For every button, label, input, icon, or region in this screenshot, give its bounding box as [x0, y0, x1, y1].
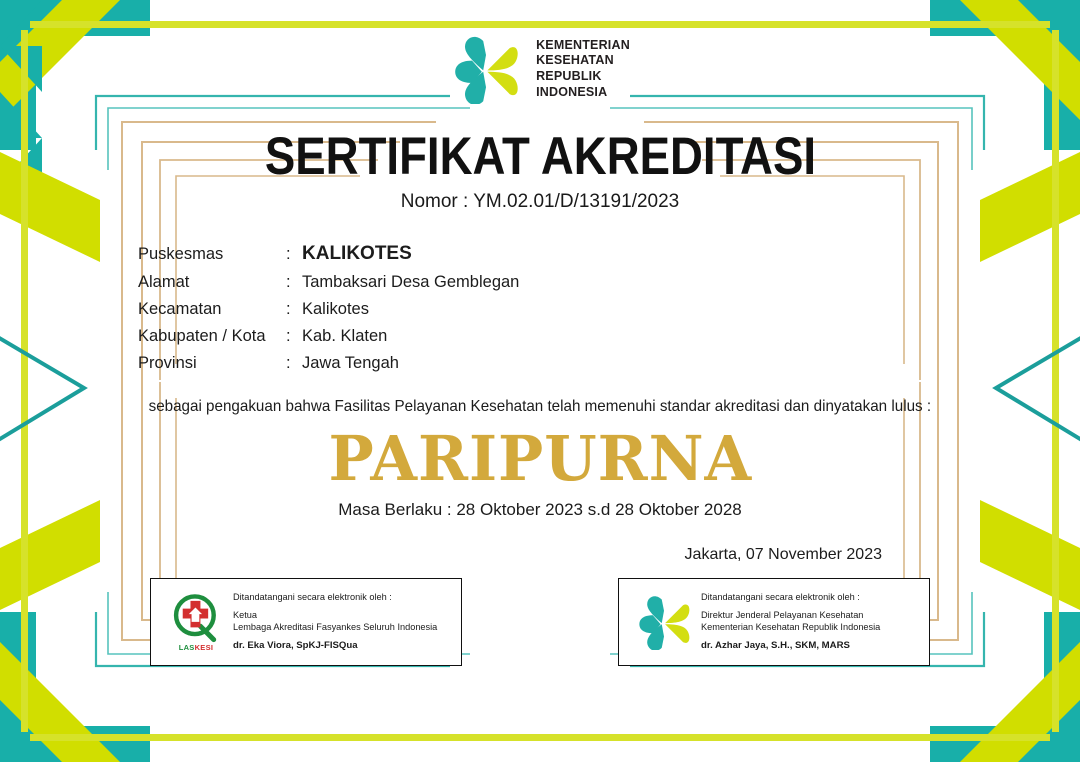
- laskesi-caption-b: KESI: [194, 643, 214, 652]
- field-value: Jawa Tengah: [302, 354, 399, 372]
- kemenkes-logo: [450, 34, 522, 104]
- place-and-date: Jakarta, 07 November 2023: [684, 546, 882, 563]
- side-wedge-left-top: [0, 152, 100, 262]
- signature-role-line-2: Lembaga Akreditasi Fasyankes Seluruh Indonesia: [233, 622, 438, 633]
- signature-role-line-2: Kementerian Kesehatan Republik Indonesia: [701, 622, 881, 633]
- field-colon: :: [286, 354, 291, 372]
- laskesi-caption-a: LAS: [178, 643, 195, 652]
- laskesi-logo: [168, 592, 224, 644]
- field-value: Tambaksari Desa Gemblegan: [302, 273, 520, 291]
- field-value: Kalikotes: [302, 300, 369, 318]
- side-wedge-left-bottom: [0, 500, 100, 610]
- field-row-alamat: [138, 273, 519, 292]
- field-label: Kecamatan: [138, 300, 222, 318]
- signature-row: [120, 578, 960, 666]
- field-row-provinsi: [138, 354, 519, 373]
- field-colon: :: [286, 300, 291, 318]
- field-label: Puskesmas: [138, 245, 224, 263]
- field-value: Kab. Klaten: [302, 327, 388, 345]
- ministry-line-1: KEMENTERIAN: [536, 37, 630, 52]
- wedge-bottom-left: [0, 642, 120, 762]
- border-bar-left: [21, 30, 28, 732]
- signature-logo-right: [627, 594, 701, 650]
- signature-header: Ditandatangani secara elektronik oleh :: [233, 591, 392, 602]
- signature-box-kemenkes: [618, 578, 930, 666]
- signature-name: dr. Azhar Jaya, S.H., SKM, MARS: [701, 640, 850, 652]
- laskesi-caption: [168, 643, 224, 652]
- field-row-kabupaten-kota: [138, 327, 519, 346]
- certificate-content: [120, 26, 960, 732]
- side-wedge-right-bottom: [980, 500, 1080, 610]
- validity-period: Masa Berlaku : 28 Oktober 2023 s.d 28 Oktober 2028: [338, 500, 742, 519]
- field-value: KALIKOTES: [302, 243, 412, 264]
- ministry-line-2: KESEHATAN: [536, 53, 614, 68]
- accreditation-grade: PARIPURNA: [328, 422, 752, 495]
- signature-text-right: [701, 591, 880, 653]
- field-row-kecamatan: [138, 300, 519, 319]
- border-bar-bottom: [30, 734, 1050, 741]
- signature-text-left: [233, 591, 437, 653]
- border-bar-right: [1052, 30, 1059, 732]
- field-label: Provinsi: [138, 354, 197, 372]
- chevron-left-icon: [0, 310, 102, 470]
- ministry-line-3: REPUBLIK: [536, 69, 602, 83]
- field-label: Alamat: [138, 273, 190, 291]
- wedge-top-left: [0, 0, 120, 120]
- side-wedge-right-top: [980, 152, 1080, 262]
- signature-role-line-1: Direktur Jenderal Pelayanan Kesehatan: [701, 610, 864, 621]
- field-colon: :: [286, 245, 291, 263]
- wedge-bottom-right: [960, 642, 1080, 762]
- field-label: Kabupaten / Kota: [138, 327, 266, 345]
- certificate-title: SERTIFIKAT AKREDITASI: [264, 127, 816, 186]
- kemenkes-logo: [636, 594, 692, 650]
- chevron-right-icon: [978, 310, 1080, 470]
- ministry-name: [536, 38, 630, 101]
- field-colon: :: [286, 273, 291, 291]
- signature-role-line-1: Ketua: [233, 610, 258, 621]
- signature-name: dr. Eka Viora, SpKJ-FISQua: [233, 640, 358, 652]
- edge-notch-left-top: [0, 0, 42, 46]
- edge-notch-left-bottom: [0, 92, 42, 138]
- ministry-line-4: INDONESIA: [536, 84, 608, 99]
- signature-box-laskesi: [150, 578, 462, 666]
- ministry-logo-block: [450, 34, 630, 104]
- field-colon: :: [286, 327, 291, 345]
- field-row-puskesmas: [138, 243, 519, 265]
- signature-header: Ditandatangani secara elektronik oleh :: [701, 591, 860, 602]
- signature-logo-left: [159, 592, 233, 652]
- edge-notch-right-bottom: [0, 138, 42, 184]
- facility-details: [138, 243, 519, 381]
- edge-notch-right-top: [0, 46, 42, 92]
- certificate-number: Nomor : YM.02.01/D/13191/2023: [400, 191, 680, 212]
- wedge-top-right: [960, 0, 1080, 120]
- accreditation-statement: sebagai pengakuan bahwa Fasilitas Pelayanan Kesehatan telah memenuhi standar akreditasi dan dinyatakan lulus :: [148, 398, 932, 415]
